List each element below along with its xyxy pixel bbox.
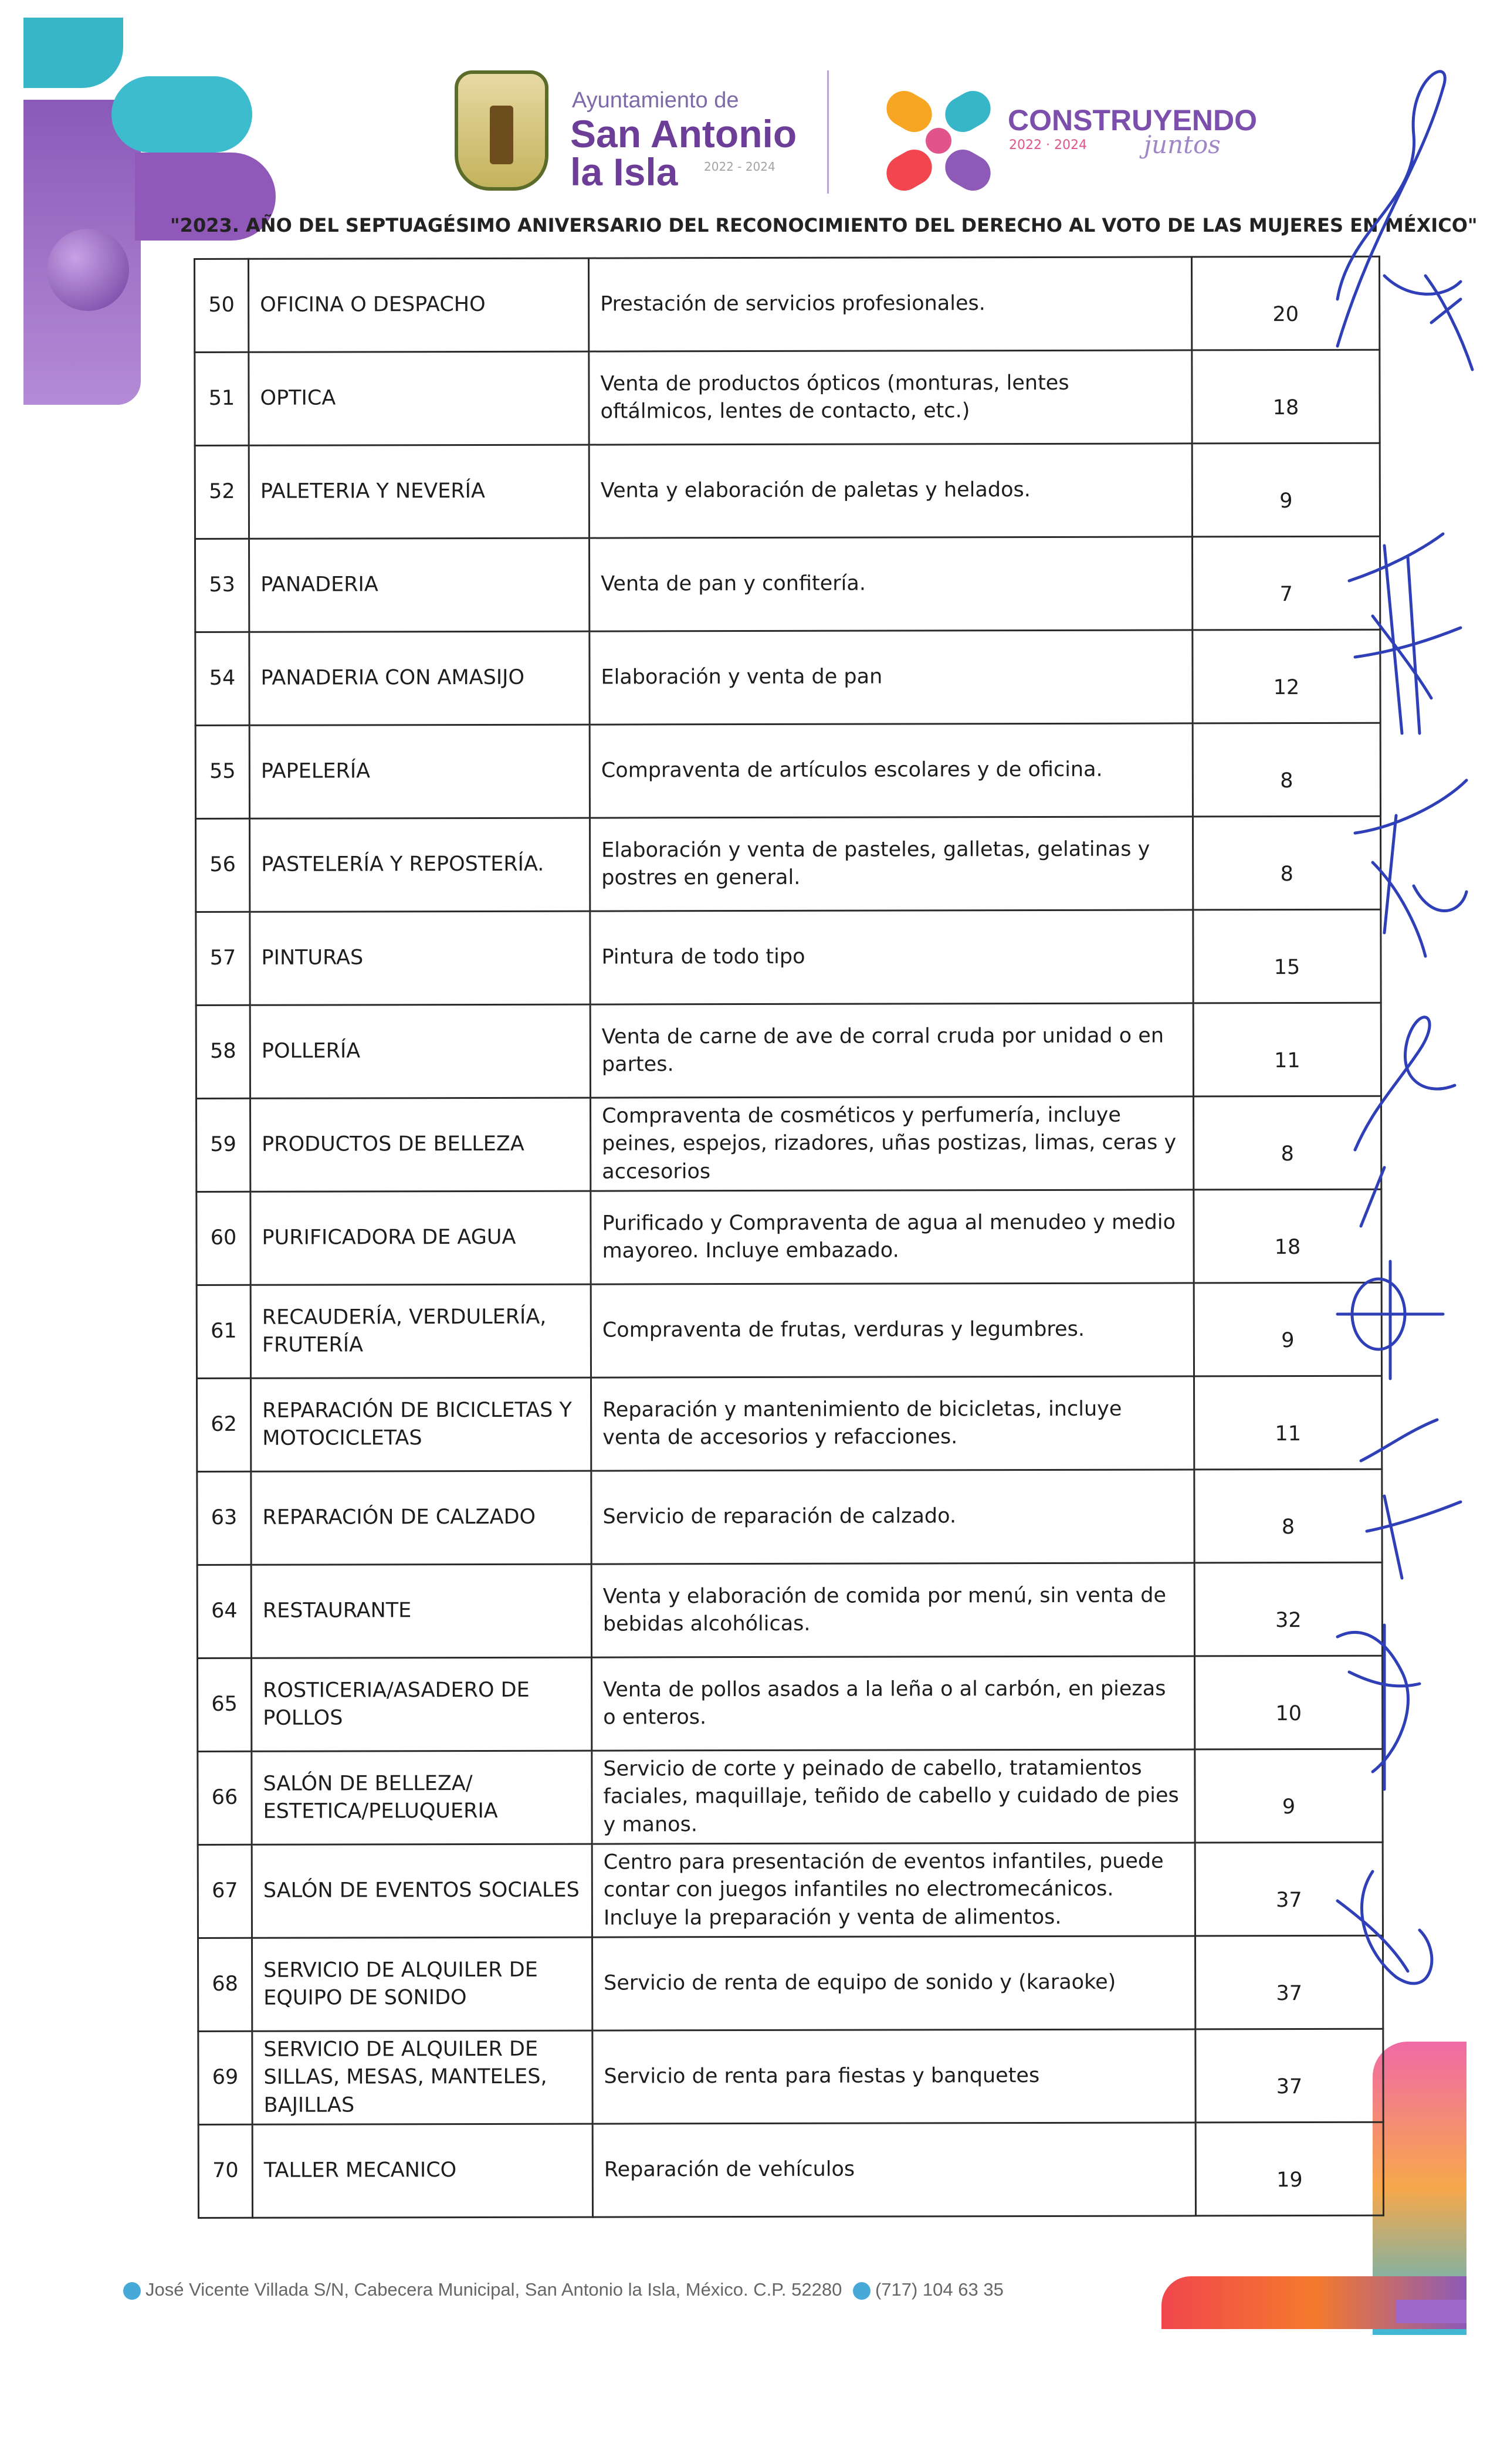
campaign-title: CONSTRUYENDO — [1008, 104, 1258, 137]
fee-value: 8 — [1193, 1096, 1381, 1190]
table-row — [198, 1842, 1383, 1938]
business-type: REPARACIÓN DE BICICLETAS Y MOTOCICLETAS — [250, 1377, 591, 1471]
business-description: Compraventa de cosméticos y perfumería, incluye peines, espejos, rizadores, uñas postizas, limas, ceras y accesorios — [590, 1096, 1193, 1191]
row-number: 50 — [195, 259, 249, 352]
fee-value: 7 — [1192, 536, 1380, 630]
fee-value: 10 — [1194, 1656, 1382, 1749]
business-type: ROSTICERIA/ASADERO DE POLLOS — [251, 1657, 591, 1751]
business-type: PALETERIA Y NEVERÍA — [249, 445, 589, 539]
row-number: 64 — [197, 1565, 251, 1658]
campaign-years: 2022 · 2024 — [1009, 138, 1087, 153]
business-description: Servicio de reparación de calzado. — [591, 1470, 1194, 1564]
business-description: Servicio de renta de equipo de sonido y (karaoke) — [592, 1936, 1195, 2030]
footer-address: José Vicente Villada S/N, Cabecera Municipal, San Antonio la Isla, México. C.P. 52280 — [145, 2279, 842, 2300]
row-number: 56 — [196, 818, 250, 912]
row-number: 58 — [196, 1005, 250, 1098]
fee-value: 9 — [1194, 1282, 1381, 1376]
business-type: OPTICA — [249, 351, 589, 445]
fee-value: 8 — [1194, 1469, 1382, 1563]
row-number: 62 — [197, 1378, 250, 1471]
decorative-purple-circle — [47, 229, 129, 311]
fee-value: 20 — [1191, 256, 1379, 350]
table-row — [196, 909, 1381, 1005]
fee-value: 37 — [1195, 1935, 1383, 2029]
business-description: Pintura de todo tipo — [590, 910, 1193, 1004]
fee-value: 9 — [1192, 443, 1380, 537]
business-type: RECAUDERÍA, VERDULERÍA, FRUTERÍA — [250, 1284, 591, 1378]
business-description: Venta de carne de ave de corral cruda por unidad o en partes. — [590, 1003, 1193, 1098]
municipality-name-line1: San Antonio — [570, 112, 797, 155]
fee-value: 8 — [1193, 723, 1380, 817]
fee-value: 37 — [1195, 1842, 1383, 1936]
row-number: 65 — [197, 1658, 251, 1751]
business-type: REPARACIÓN DE CALZADO — [251, 1471, 591, 1565]
fee-value: 11 — [1194, 1376, 1381, 1470]
shield-emblem — [490, 106, 513, 164]
business-description: Venta de pan y confitería. — [590, 537, 1193, 631]
decorative-purple-block — [1396, 2300, 1466, 2323]
fee-value: 19 — [1195, 2122, 1383, 2216]
row-number: 67 — [198, 1844, 252, 1938]
business-description: Servicio de renta para fiestas y banquetes — [592, 2029, 1195, 2124]
table-row — [198, 2029, 1383, 2124]
table-row — [197, 1189, 1381, 1285]
table-row — [196, 1003, 1381, 1098]
business-description: Prestación de servicios profesionales. — [589, 257, 1192, 351]
business-description: Venta de productos ópticos (monturas, lentes oftálmicos, lentes de contacto, etc.) — [589, 350, 1192, 445]
row-number: 59 — [197, 1098, 250, 1192]
business-type: OFICINA O DESPACHO — [249, 258, 589, 352]
signatures — [1267, 53, 1497, 2036]
row-number: 66 — [198, 1751, 252, 1844]
row-number: 57 — [196, 912, 250, 1005]
row-number: 55 — [195, 725, 249, 818]
campaign-script: juntos — [1144, 130, 1221, 159]
business-type: PRODUCTOS DE BELLEZA — [250, 1098, 591, 1192]
footer-contact — [123, 2279, 1004, 2300]
row-number: 70 — [198, 2124, 252, 2218]
business-description: Compraventa de frutas, verduras y legumbres. — [591, 1283, 1194, 1377]
table-row — [195, 629, 1380, 725]
table-row — [195, 536, 1380, 632]
business-type: SERVICIO DE ALQUILER DE SILLAS, MESAS, MANTELES, BAJILLAS — [252, 2030, 592, 2124]
business-description: Venta y elaboración de comida por menú, sin venta de bebidas alcohólicas. — [591, 1563, 1194, 1657]
business-fee-table — [194, 256, 1383, 2218]
table-row — [197, 1282, 1381, 1378]
table-row — [197, 1096, 1381, 1192]
row-number: 53 — [195, 539, 249, 632]
table-row — [195, 723, 1380, 818]
table-row — [197, 1656, 1382, 1751]
business-type: PASTELERÍA Y REPOSTERÍA. — [250, 818, 590, 912]
fee-value: 11 — [1193, 1003, 1381, 1096]
row-number: 54 — [195, 632, 249, 725]
business-type: SALÓN DE BELLEZA/ ESTETICA/PELUQUERIA — [252, 1751, 592, 1844]
business-type: PINTURAS — [250, 911, 590, 1005]
row-number: 63 — [197, 1471, 251, 1565]
business-description: Reparación y mantenimiento de bicicletas, incluye venta de accesorios y refacciones. — [591, 1376, 1194, 1471]
business-description: Elaboración y venta de pan — [590, 630, 1193, 725]
business-description: Reparación de vehículos — [592, 2123, 1195, 2217]
fee-value: 37 — [1195, 2029, 1383, 2123]
business-type: PAPELERÍA — [249, 725, 590, 818]
table-row — [197, 1376, 1381, 1471]
table-row — [195, 256, 1380, 352]
header-divider — [827, 70, 829, 194]
fee-value: 32 — [1194, 1562, 1382, 1656]
business-type: PANADERIA CON AMASIJO — [249, 631, 590, 725]
row-number: 52 — [195, 445, 249, 539]
business-type: PURIFICADORA DE AGUA — [250, 1191, 591, 1285]
year-motto: "2023. AÑO DEL SEPTUAGÉSIMO ANIVERSARIO DEL RECONOCIMIENTO DEL DERECHO AL VOTO DE LAS MUJERES EN MÉXICO" — [170, 214, 1478, 236]
table-row — [195, 350, 1380, 445]
business-description: Centro para presentación de eventos infantiles, puede contar con juegos infantiles no electromecánicos. Incluye la preparación y venta de alimentos. — [592, 1843, 1195, 1937]
row-number: 69 — [198, 2031, 252, 2124]
business-description: Purificado y Compraventa de agua al menudeo y medio mayoreo. Incluye embazado. — [591, 1190, 1194, 1284]
business-description: Venta de pollos asados a la leña o al carbón, en piezas o enteros. — [591, 1656, 1194, 1751]
business-type: POLLERÍA — [250, 1004, 590, 1098]
business-type: SALÓN DE EVENTOS SOCIALES — [252, 1844, 592, 1938]
phone-icon — [853, 2282, 871, 2300]
business-description: Servicio de corte y peinado de cabello, tratamientos faciales, maquillaje, teñido de cabello y cuidado de pies y manos. — [592, 1749, 1195, 1844]
fee-value: 9 — [1195, 1749, 1383, 1843]
construyendo-juntos-logo — [880, 82, 997, 199]
fee-value: 18 — [1192, 350, 1380, 444]
business-type: PANADERIA — [249, 538, 590, 632]
administration-years: 2022 - 2024 — [704, 160, 775, 174]
business-type: RESTAURANTE — [251, 1564, 591, 1658]
fee-value: 18 — [1194, 1189, 1381, 1283]
business-type: TALLER MECANICO — [252, 2124, 592, 2218]
table-row — [196, 816, 1381, 912]
table-row — [197, 1469, 1382, 1565]
table-row — [198, 1749, 1383, 1844]
table-row — [198, 2122, 1383, 2218]
municipality-name-line2: la Isla — [570, 150, 678, 194]
row-number: 51 — [195, 352, 249, 445]
table-row — [195, 443, 1380, 539]
business-description: Venta y elaboración de paletas y helados. — [589, 444, 1192, 538]
row-number: 60 — [197, 1192, 250, 1285]
row-number: 61 — [197, 1285, 250, 1378]
fee-value: 12 — [1193, 629, 1380, 723]
location-icon — [123, 2282, 141, 2300]
fee-value: 15 — [1193, 909, 1381, 1003]
footer-phone: (717) 104 63 35 — [875, 2279, 1004, 2300]
ayuntamiento-label: Ayuntamiento de — [572, 88, 739, 113]
table-row — [197, 1562, 1382, 1658]
row-number: 68 — [198, 1938, 252, 2031]
business-type: SERVICIO DE ALQUILER DE EQUIPO DE SONIDO — [252, 1937, 592, 2031]
fee-value: 8 — [1193, 816, 1380, 910]
business-description: Compraventa de artículos escolares y de oficina. — [590, 723, 1193, 818]
table-row — [198, 1935, 1383, 2031]
business-description: Elaboración y venta de pasteles, galletas, gelatinas y postres en general. — [590, 817, 1193, 911]
